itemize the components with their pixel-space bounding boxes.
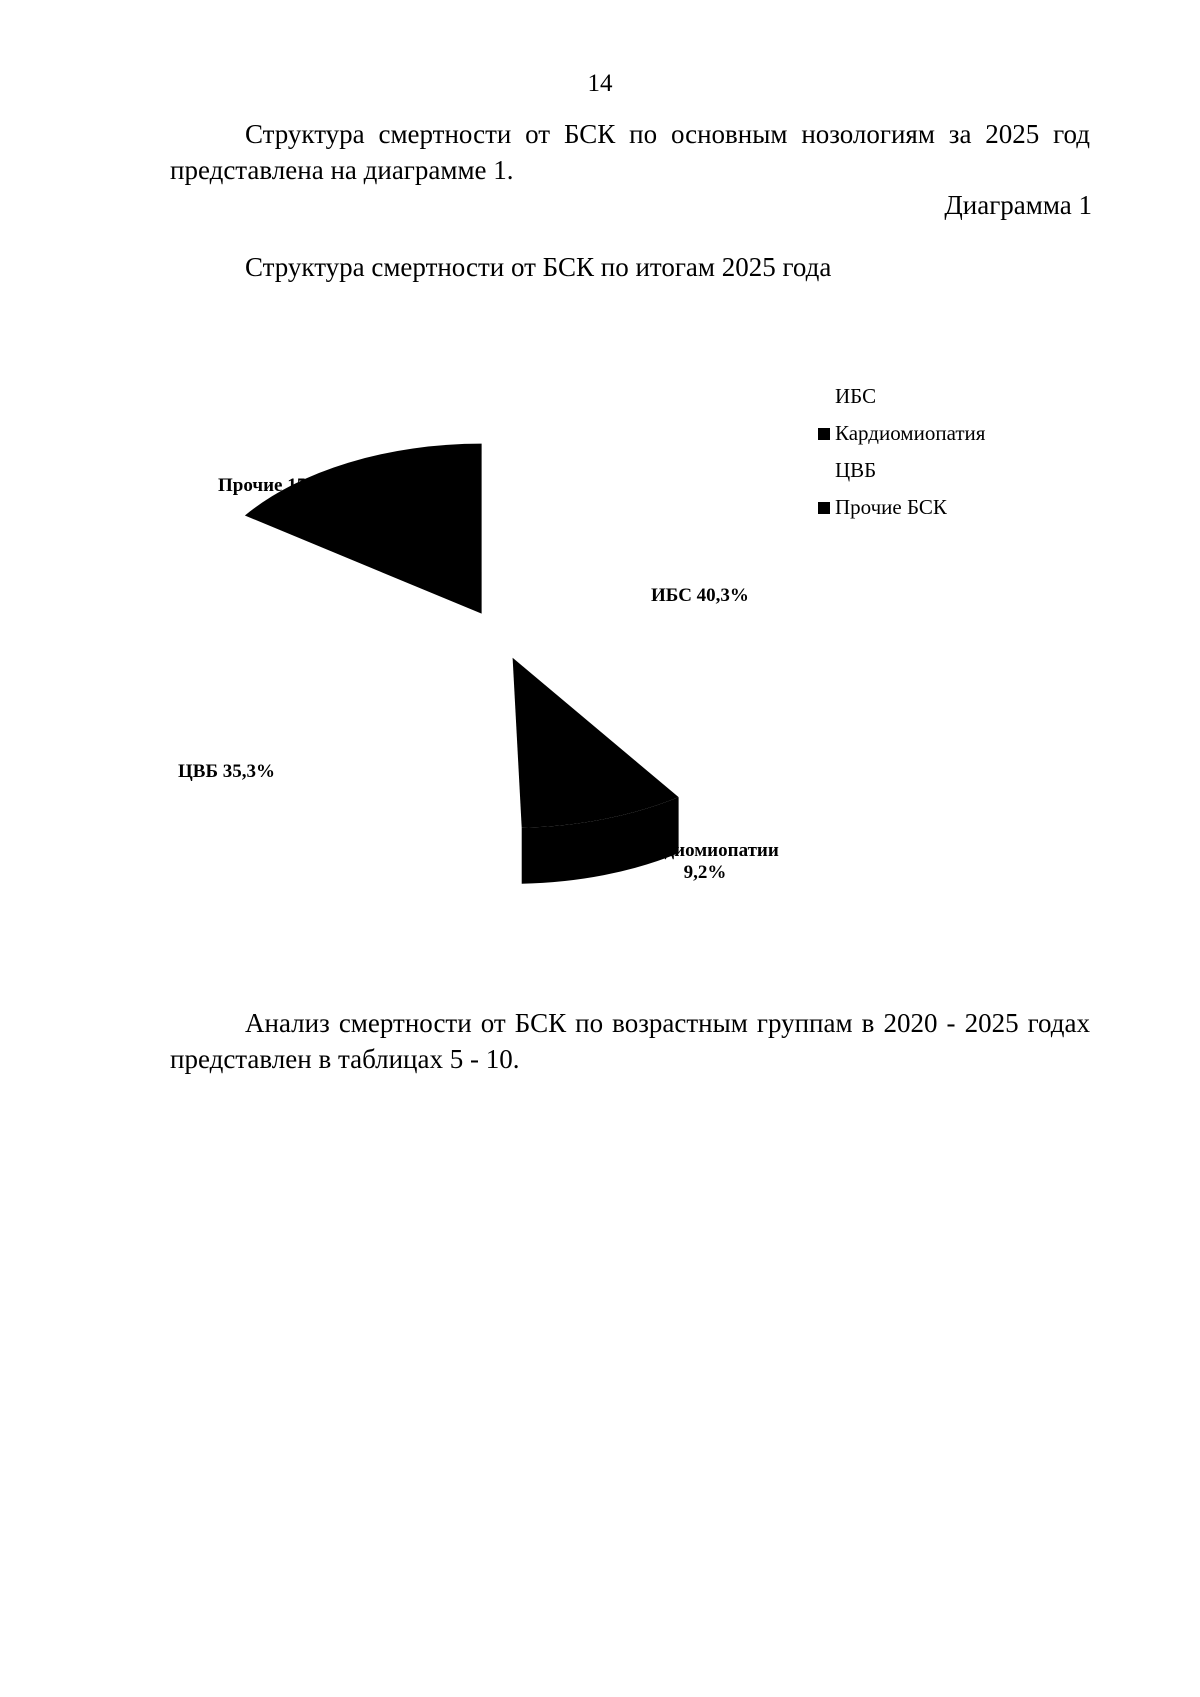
chart-legend	[818, 378, 985, 526]
pie-slice-cvb	[175, 548, 474, 872]
legend-swatch-cvb	[818, 465, 830, 477]
data-label-cvb: ЦВБ 35,3%	[178, 761, 276, 782]
chart-title: Структура смертности от БСК по итогам 2025 года	[245, 252, 832, 282]
legend-item-prochie	[818, 489, 985, 526]
pie-slices	[175, 444, 828, 884]
data-label-prochie: Прочие 15,2%	[218, 475, 340, 496]
data-label-cardio-name: Кардиомиопатии	[631, 840, 779, 861]
legend-item-cardio	[818, 415, 985, 452]
data-label-ibs: ИБС 40,3%	[651, 585, 749, 606]
data-label-cardio	[600, 840, 810, 884]
legend-swatch-cardio	[818, 428, 830, 440]
data-label-cardio-value: 9,2%	[683, 862, 727, 883]
intro-text: Структура смертности от БСК по основным нозологиям за 2025 год представлена на диаграмме 1.	[170, 119, 1090, 185]
legend-label-cardio: Кардиомиопатия	[835, 421, 986, 445]
page-number: 14	[587, 70, 613, 97]
legend-swatch-prochie	[818, 502, 830, 514]
figure-caption: Диаграмма 1	[944, 190, 1092, 220]
legend-swatch-ibs	[818, 391, 830, 403]
legend-label-prochie: Прочие БСК	[835, 495, 947, 519]
closing-text: Анализ смертности от БСК по возрастным группам в 2020 - 2025 годах представлен в таблицах 5 - 10.	[170, 1008, 1090, 1074]
legend-label-ibs: ИБС	[835, 384, 877, 408]
legend-item-cvb	[818, 452, 985, 489]
closing-paragraph	[170, 1005, 1090, 1077]
legend-item-ibs	[818, 378, 985, 415]
legend-label-cvb: ЦВБ	[835, 458, 877, 482]
